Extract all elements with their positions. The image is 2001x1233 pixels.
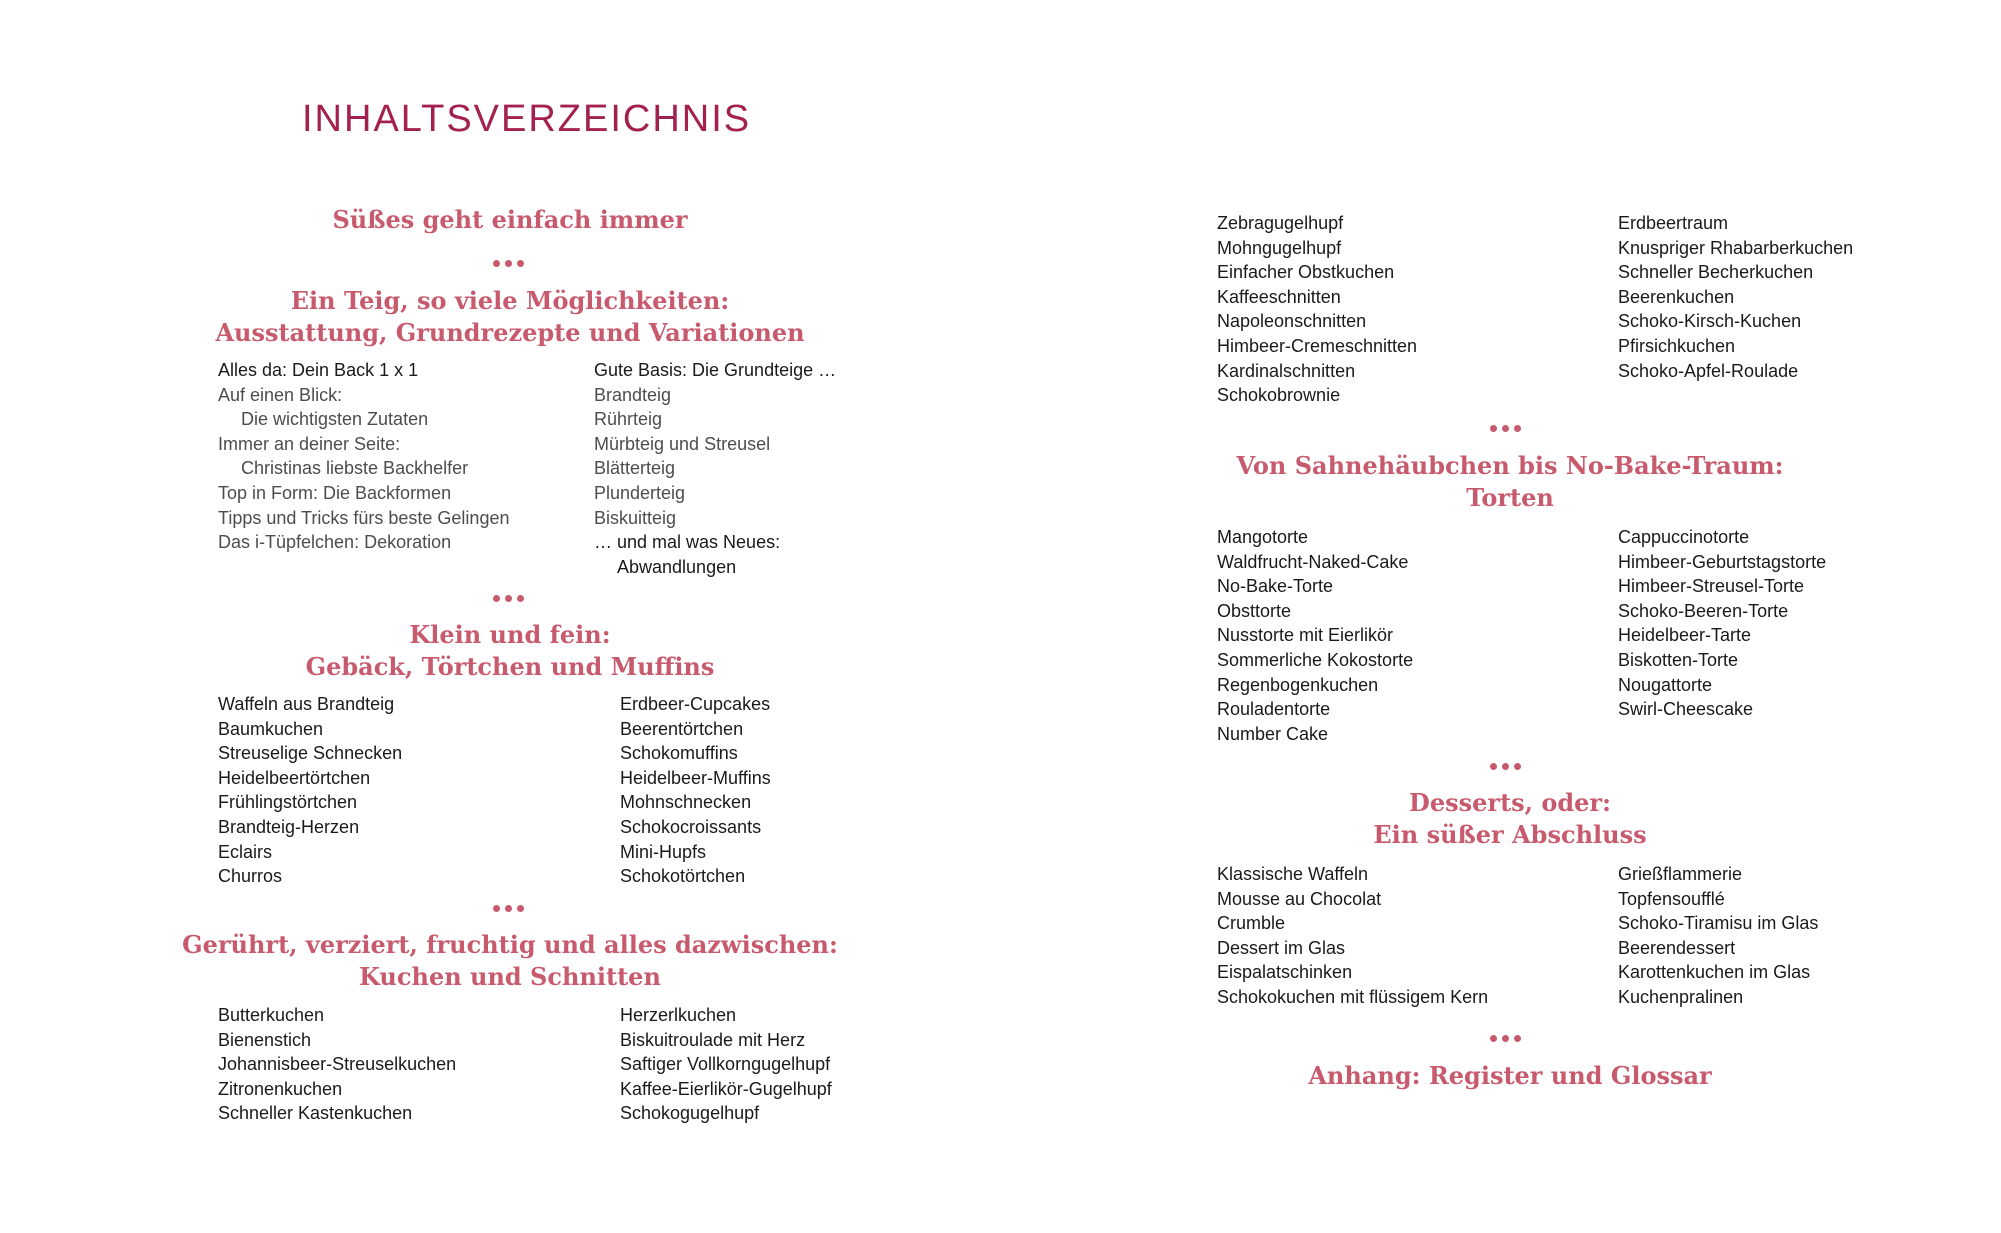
list-item[interactable]: Pfirsichkuchen <box>1618 335 1736 356</box>
list-item[interactable]: Biskotten-Torte <box>1618 649 1739 670</box>
list-item[interactable]: Herzerlkuchen <box>620 1005 737 1025</box>
list-item[interactable]: Alles da: Dein Back 1 x 1 <box>218 360 419 380</box>
list-item[interactable]: Zitronenkuchen <box>218 1078 343 1099</box>
list-item[interactable]: … und mal was Neues: <box>594 532 781 553</box>
list-item[interactable]: Tipps und Tricks fürs beste Gelingen <box>218 507 510 528</box>
list-item[interactable]: Waldfrucht-Naked-Cake <box>1217 551 1409 572</box>
list-item[interactable]: Mohnschnecken <box>620 792 752 813</box>
list-item[interactable]: Gute Basis: Die Grundteige … <box>594 360 837 380</box>
list-item[interactable]: Schneller Kastenkuchen <box>218 1103 413 1124</box>
list-item[interactable]: Mangotorte <box>1217 527 1309 547</box>
list-item[interactable]: Klassische Waffeln <box>1217 864 1369 884</box>
list-item[interactable]: Mousse au Chocolat <box>1217 888 1382 909</box>
intro-heading: Süßes geht einfach immer <box>332 205 688 234</box>
cakes-list-col1 <box>218 1003 456 1126</box>
list-item[interactable]: Frühlingstörtchen <box>218 792 358 813</box>
list-item[interactable]: Nusstorte mit Eierlikör <box>1217 625 1394 646</box>
dots-divider <box>493 595 527 605</box>
list-item[interactable]: Schoko-Apfel-Roulade <box>1618 360 1799 381</box>
list-item[interactable]: Auf einen Blick: <box>218 384 343 405</box>
cakes-continued-col1 <box>1217 211 1417 408</box>
list-item[interactable]: Napoleonschnitten <box>1217 311 1367 332</box>
list-item[interactable]: Crumble <box>1217 913 1286 934</box>
list-item[interactable]: Nougattorte <box>1618 674 1713 695</box>
list-item[interactable]: Zebragugelhupf <box>1217 213 1344 233</box>
section-heading-cakes: Gerührt, verziert, fruchtig und alles dazwischen: Kuchen und Schnitten <box>182 930 838 991</box>
list-item[interactable]: Beerentörtchen <box>620 718 744 739</box>
list-item[interactable]: Schokomuffins <box>620 743 738 764</box>
list-item[interactable]: Heidelbeer-Muffins <box>620 767 771 788</box>
list-item[interactable]: Beerenkuchen <box>1618 286 1735 307</box>
list-item[interactable]: Erdbeer-Cupcakes <box>620 694 771 714</box>
list-item[interactable]: Immer an deiner Seite: <box>218 433 401 454</box>
small-bakes-list-col1 <box>218 692 402 889</box>
dots-divider <box>1490 1035 1524 1045</box>
list-item[interactable]: Schokokuchen mit flüssigem Kern <box>1217 986 1489 1007</box>
page-title: INHALTSVERZEICHNIS <box>302 98 752 140</box>
list-item[interactable]: Mini-Hupfs <box>620 841 707 862</box>
tortes-list-col1 <box>1217 525 1413 746</box>
list-item[interactable]: Heidelbeer-Tarte <box>1618 625 1752 646</box>
right-page <box>1000 0 2001 1233</box>
desserts-list-col1 <box>1217 862 1488 1010</box>
list-item[interactable]: Baumkuchen <box>218 718 324 739</box>
list-item[interactable]: Beerendessert <box>1618 937 1736 958</box>
list-item[interactable]: Topfensoufflé <box>1618 888 1725 909</box>
list-item[interactable]: Sommerliche Kokostorte <box>1217 649 1414 670</box>
list-item[interactable]: Karottenkuchen im Glas <box>1618 962 1811 983</box>
list-item[interactable]: Rouladentorte <box>1217 699 1331 720</box>
list-item[interactable]: Kaffee-Eierlikör-Gugelhupf <box>620 1078 832 1099</box>
list-item[interactable]: Eispalatschinken <box>1217 962 1353 983</box>
tortes-list-col2 <box>1618 525 1826 722</box>
dots-divider <box>1490 425 1524 435</box>
list-item[interactable]: Cappuccinotorte <box>1618 527 1750 547</box>
section-heading-basics: Ein Teig, so viele Möglichkeiten: Ausstattung, Grundrezepte und Variationen <box>215 286 805 347</box>
list-item[interactable]: Streuselige Schnecken <box>218 743 403 764</box>
list-item[interactable]: Dessert im Glas <box>1217 937 1346 958</box>
list-item[interactable]: Biskuitteig <box>594 507 677 528</box>
basics-list-col2 <box>594 358 836 579</box>
list-item[interactable]: Mohngugelhupf <box>1217 237 1342 258</box>
list-item[interactable]: Himbeer-Streusel-Torte <box>1618 576 1805 597</box>
list-item[interactable]: Schokotörtchen <box>620 866 746 887</box>
basics-list-col1 <box>218 358 509 555</box>
list-item[interactable]: Kaffeeschnitten <box>1217 286 1341 307</box>
list-item[interactable]: Erdbeertraum <box>1618 213 1729 233</box>
list-item[interactable]: Brandteig <box>594 384 672 405</box>
left-page <box>0 0 1000 1233</box>
list-item[interactable]: Top in Form: Die Backformen <box>218 482 452 503</box>
list-item[interactable]: Biskuitroulade mit Herz <box>620 1029 806 1050</box>
dots-divider <box>493 905 527 915</box>
list-item[interactable]: Waffeln aus Brandteig <box>218 694 395 714</box>
list-item[interactable]: Heidelbeertörtchen <box>218 767 371 788</box>
list-item[interactable]: Himbeer-Cremeschnitten <box>1217 335 1418 356</box>
list-item[interactable]: Blätterteig <box>594 458 676 479</box>
list-item[interactable]: Brandteig-Herzen <box>218 816 360 837</box>
list-item[interactable]: Knuspriger Rhabarberkuchen <box>1618 237 1854 258</box>
list-item[interactable]: Schoko-Beeren-Torte <box>1618 600 1789 621</box>
dots-divider <box>1490 763 1524 773</box>
list-item[interactable]: Mürbteig und Streusel <box>594 433 771 454</box>
section-heading-desserts: Desserts, oder: Ein süßer Abschluss <box>1373 788 1647 849</box>
small-bakes-list-col2 <box>620 692 771 889</box>
cakes-list-col2 <box>620 1003 832 1126</box>
list-item[interactable]: Number Cake <box>1217 723 1329 744</box>
desserts-list-col2 <box>1618 862 1818 1010</box>
list-item[interactable]: Schokobrownie <box>1217 385 1341 406</box>
section-heading-appendix: Anhang: Register und Glossar <box>1308 1061 1712 1090</box>
section-heading-small-bakes: Klein und fein: Gebäck, Törtchen und Muffins <box>305 620 715 681</box>
list-item[interactable]: Plunderteig <box>594 482 686 503</box>
list-item[interactable]: Die wichtigsten Zutaten <box>241 409 429 430</box>
list-item[interactable]: Churros <box>218 866 283 887</box>
list-item[interactable]: No-Bake-Torte <box>1217 576 1334 597</box>
list-item[interactable]: Schoko-Kirsch-Kuchen <box>1618 311 1802 332</box>
list-item[interactable]: Regenbogenkuchen <box>1217 674 1379 695</box>
list-item[interactable]: Grießflammerie <box>1618 864 1743 884</box>
list-item[interactable]: Schoko-Tiramisu im Glas <box>1618 913 1819 934</box>
dots-divider <box>493 260 527 270</box>
section-heading-tortes: Von Sahnehäubchen bis No-Bake-Traum: Torten <box>1236 451 1784 512</box>
list-item[interactable]: Abwandlungen <box>617 556 737 577</box>
list-item[interactable]: Bienenstich <box>218 1029 312 1050</box>
list-item[interactable]: Schokocroissants <box>620 816 762 837</box>
list-item[interactable]: Einfacher Obstkuchen <box>1217 262 1395 283</box>
list-item[interactable]: Saftiger Vollkorngugelhupf <box>620 1054 831 1075</box>
list-item[interactable]: Johannisbeer-Streuselkuchen <box>218 1054 457 1075</box>
list-item[interactable]: Schneller Becherkuchen <box>1618 262 1814 283</box>
list-item[interactable]: Das i-Tüpfelchen: Dekoration <box>218 532 452 553</box>
list-item[interactable]: Rührteig <box>594 409 663 430</box>
cakes-continued-col2 <box>1618 211 1853 383</box>
list-item[interactable]: Eclairs <box>218 841 273 862</box>
list-item[interactable]: Kardinalschnitten <box>1217 360 1356 381</box>
list-item[interactable]: Obsttorte <box>1217 600 1292 621</box>
list-item[interactable]: Christinas liebste Backhelfer <box>241 458 469 479</box>
list-item[interactable]: Kuchenpralinen <box>1618 986 1744 1007</box>
list-item[interactable]: Schokogugelhupf <box>620 1103 760 1124</box>
list-item[interactable]: Swirl-Cheescake <box>1618 699 1754 720</box>
list-item[interactable]: Butterkuchen <box>218 1005 325 1025</box>
list-item[interactable]: Himbeer-Geburtstagstorte <box>1618 551 1827 572</box>
